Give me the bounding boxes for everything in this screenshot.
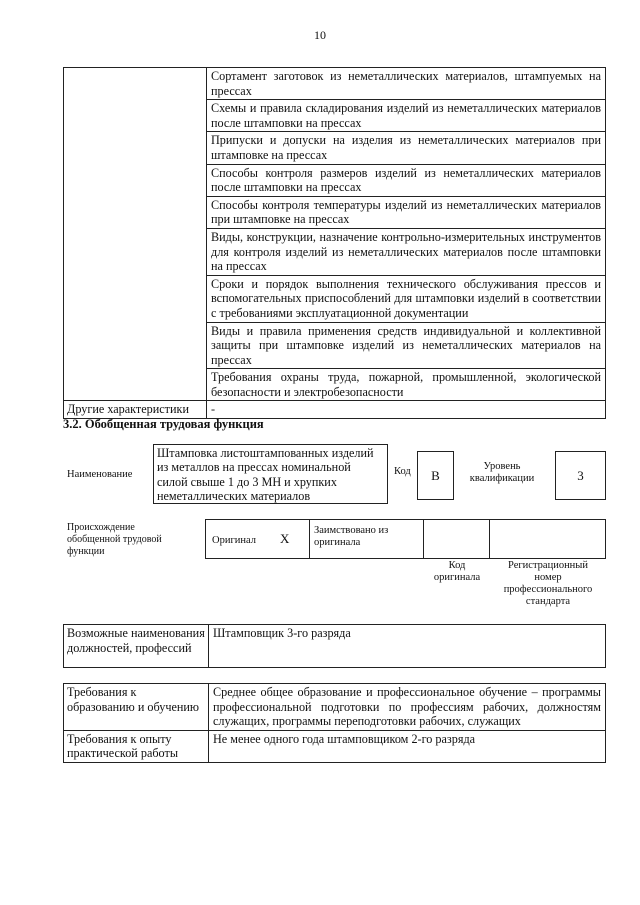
knowledge-table	[63, 67, 606, 419]
table-row	[64, 684, 606, 731]
borrowed-cell: Заимствовано из оригинала	[309, 519, 424, 559]
experience-value: Не менее одного года штамповщиком 2-го разряда	[209, 730, 606, 762]
table-row	[64, 730, 606, 762]
code-value: В	[417, 451, 454, 500]
positions-value: Штамповщик 3-го разряда	[209, 625, 606, 668]
requirements-table	[63, 683, 606, 763]
table-cell: Виды и правила применения средств индивидуальной и коллективной защиты при штамповке изделий из неметаллических материалов на прессах	[207, 322, 606, 369]
original-mark: X	[280, 531, 290, 546]
table-cell: Припуски и допуски на изделия из неметаллических материалов при штамповке на прессах	[207, 132, 606, 164]
level-value: 3	[555, 451, 606, 500]
level-label: Уровень квалификации	[469, 461, 535, 484]
experience-label: Требования к опыту практической работы	[64, 730, 209, 762]
table-cell: Сортамент заготовок из неметаллических материалов, штампуемых на прессах	[207, 68, 606, 100]
empty-label-cell	[64, 68, 207, 401]
table-row	[64, 625, 606, 668]
code-label: Код	[394, 466, 411, 477]
name-label: Наименование	[67, 469, 133, 480]
table-row	[64, 401, 606, 419]
education-label: Требования к образованию и обучению	[64, 684, 209, 731]
page-number: 10	[314, 28, 326, 42]
table-cell: Способы контроля размеров изделий из неметаллических материалов после штамповки на прессах	[207, 164, 606, 196]
table-cell: Виды, конструкции, назначение контрольно-измерительных инструментов для контроля изделий из неметаллических материалов после штамповки на прессах	[207, 228, 606, 275]
origin-label: Происхождение обобщенной трудовой функции	[67, 522, 162, 557]
function-name-value: Штамповка листоштампованных изделий из металлов на прессах номинальной силой свыше 1 до 3 МН и хрупких неметаллических материалов	[153, 444, 388, 504]
original-cell	[205, 519, 310, 559]
section-title: 3.2. Обобщенная трудовая функция	[63, 417, 264, 431]
positions-table	[63, 624, 606, 668]
table-cell: Способы контроля температуры изделий из неметаллических материалов при штамповке на прессах	[207, 196, 606, 228]
registration-number-cell	[489, 519, 606, 559]
table-cell: Сроки и порядок выполнения технического обслуживания прессов и вспомогательных приспособлений для штамповки изделий в соответствии с требованиями эксплуатационной документации	[207, 275, 606, 322]
registration-number-caption: Регистрационный номер профессионального стандарта	[503, 560, 593, 607]
table-cell: Схемы и правила складирования изделий из неметаллических материалов после штамповки на прессах	[207, 100, 606, 132]
education-value: Среднее общее образование и профессиональное обучение – программы профессиональной подготовки по профессиям рабочих, должностям служащих, программы переподготовки рабочих, служащих	[209, 684, 606, 731]
table-row	[64, 68, 606, 100]
original-code-cell	[423, 519, 490, 559]
positions-label: Возможные наименования должностей, профессий	[64, 625, 209, 668]
other-characteristics-value: -	[207, 401, 606, 419]
original-code-caption: Код оригинала	[433, 560, 481, 583]
other-characteristics-label: Другие характеристики	[64, 401, 207, 419]
original-label: Оригинал	[212, 535, 256, 546]
table-cell: Требования охраны труда, пожарной, промышленной, экологической безопасности и электробезопасности	[207, 369, 606, 401]
